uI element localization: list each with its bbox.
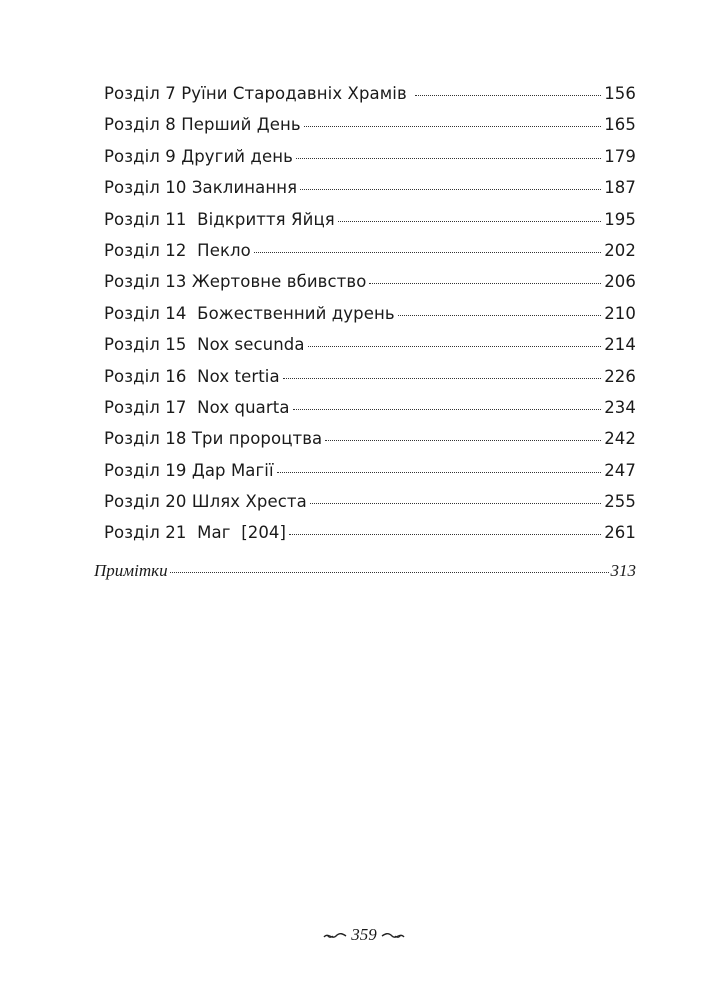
dot-leader: [369, 283, 601, 284]
toc-entry: [104, 429, 636, 460]
toc-entry-title: Розділ 15 Nox secunda: [104, 335, 305, 355]
dot-leader: [254, 252, 601, 253]
page-folio: [0, 925, 728, 945]
page-number: 359: [351, 925, 377, 944]
toc-entry: [104, 523, 636, 554]
dot-leader: [300, 189, 601, 190]
ornament-left-icon: [323, 931, 347, 941]
dot-leader: [293, 409, 602, 410]
toc-entry-title: Розділ 17 Nox quarta: [104, 397, 290, 417]
toc-entry-title: Розділ 14 Божественний дурень: [104, 303, 395, 323]
dot-leader: [398, 315, 602, 316]
toc-entry-title: Розділ 9 Другий день: [104, 146, 293, 166]
toc-entry-page: 247: [604, 460, 636, 480]
dot-leader: [308, 346, 602, 347]
toc-entry: [104, 398, 636, 429]
toc-entry: [104, 210, 636, 241]
toc-entry-title: Розділ 16 Nox tertia: [104, 366, 280, 386]
toc-entry-page: 242: [604, 429, 636, 449]
toc-entry-title: Розділ 8 Перший День: [104, 115, 301, 135]
dot-leader: [338, 221, 601, 222]
toc-notes-entry: [94, 561, 636, 581]
toc-entry: [104, 178, 636, 209]
toc-entry: [104, 241, 636, 272]
toc-entry-page: 234: [604, 397, 636, 417]
dot-leader: [304, 126, 601, 127]
toc-entry: [104, 84, 636, 115]
toc-entry-title: Розділ 19 Дар Магії: [104, 460, 274, 480]
toc-entry-title: Розділ 11 Відкриття Яйця: [104, 209, 335, 229]
toc-entry-page: 187: [604, 178, 636, 198]
toc-notes-title: Примітки: [94, 561, 168, 580]
toc-entry-page: 214: [604, 335, 636, 355]
dot-leader: [170, 572, 609, 573]
toc-entry-title: Розділ 12 Пекло: [104, 240, 251, 260]
dot-leader: [325, 440, 601, 441]
toc-entry-page: 210: [604, 303, 636, 323]
toc-entry: [104, 147, 636, 178]
dot-leader: [310, 503, 601, 504]
toc-entry-page: 206: [604, 272, 636, 292]
toc-entry: [104, 367, 636, 398]
toc-entry: [104, 461, 636, 492]
dot-leader: [277, 472, 602, 473]
toc-entry-title: Розділ 18 Три пророцтва: [104, 429, 323, 449]
dot-leader: [415, 95, 601, 96]
toc-entry: [104, 335, 636, 366]
toc-notes-page: 313: [610, 561, 636, 580]
toc-entry-title: Розділ 10 Заклинання: [104, 178, 298, 198]
dot-leader: [296, 158, 601, 159]
table-of-contents: [104, 84, 636, 555]
toc-entry-page: 179: [604, 146, 636, 166]
toc-entry: [104, 115, 636, 146]
dot-leader: [283, 378, 602, 379]
toc-entry-page: 261: [604, 523, 636, 543]
toc-entry-page: 226: [604, 366, 636, 386]
toc-entry: [104, 272, 636, 303]
toc-entry: [104, 304, 636, 335]
toc-entry-page: 202: [604, 240, 636, 260]
toc-entry-title: Розділ 20 Шлях Хреста: [104, 492, 307, 512]
toc-entry-page: 156: [604, 84, 636, 103]
toc-entry: [104, 492, 636, 523]
toc-entry-title: Розділ 13 Жертовне вбивство: [104, 272, 367, 292]
toc-entry-title: Розділ 7 Руїни Стародавніх Храмів: [104, 84, 413, 103]
toc-entry-title: Розділ 21 Маг [204]: [104, 523, 287, 543]
toc-entry-page: 255: [604, 492, 636, 512]
ornament-right-icon: [381, 931, 405, 941]
dot-leader: [289, 534, 601, 535]
toc-entry-page: 165: [604, 115, 636, 135]
toc-entry-page: 195: [604, 209, 636, 229]
